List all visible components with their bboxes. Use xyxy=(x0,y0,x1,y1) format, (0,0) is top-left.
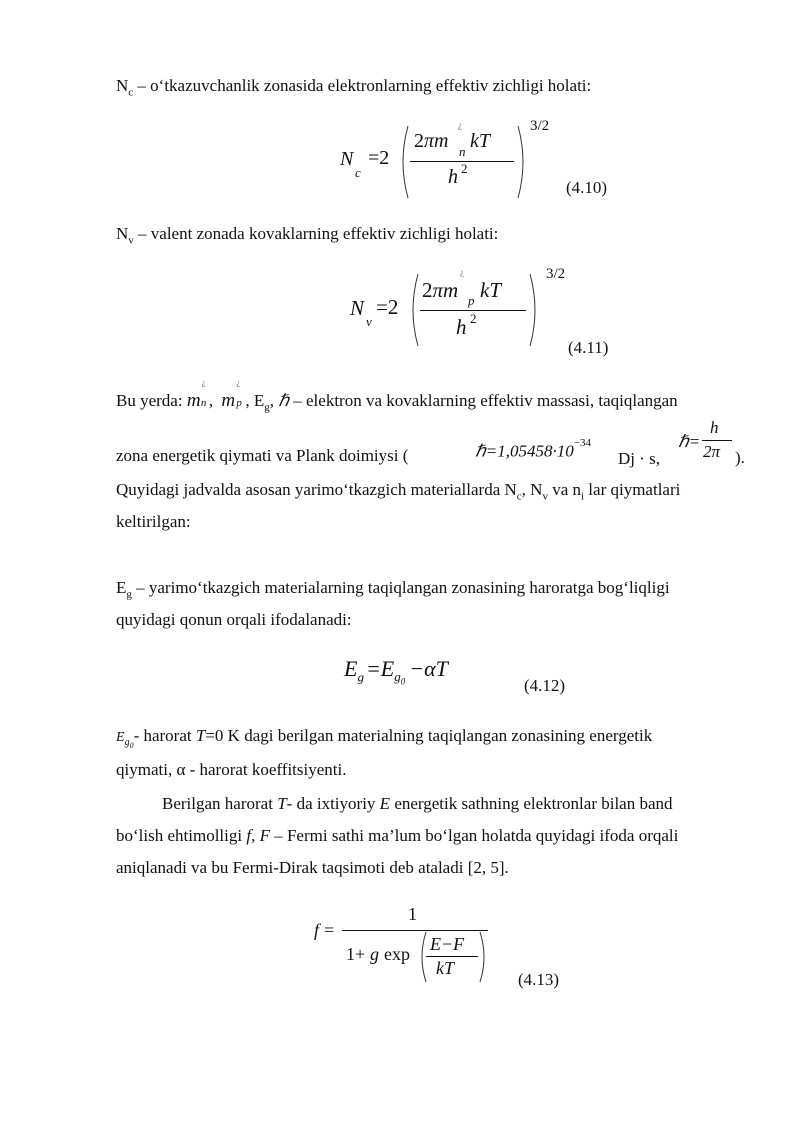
equation-number: (4.11) xyxy=(568,338,609,357)
eg-definition-end: quyidagi qonun orqali ifodalanadi: xyxy=(116,610,352,629)
equation-number: (4.13) xyxy=(518,970,560,989)
fermi-paragraph-line3: aniqlanadi va bu Fermi-Dirak taqsimoti deb ataladi [2, 5]. xyxy=(116,858,509,877)
eg-definition: $E_g$ – yarimo‘tkazgich materialarning taqiqlangan zonasining haroratga bog‘liqligi xyxy=(116,578,670,601)
nc-definition: $N_c$ – o‘tkazuvchanlik zonasida elektronlarning effektiv zichligi holati: xyxy=(116,76,592,99)
eg0-definition-end: qiymati, α - harorat koeffitsiyenti. xyxy=(116,760,347,779)
planck-unit: Dj · s, xyxy=(618,449,661,468)
symbol-definitions: Bu yerda: m ¿ n , m ¿ p , $E_g$, ℏ – elektron va kovaklarning effektiv massasi, taqiqlangan xyxy=(116,378,678,414)
table-intro: Quyidagi jadvalda asosan yarimo‘tkazgich materiallarda $N_c$, $N_v$ va $n_i$ lar qiymatlari xyxy=(116,480,681,503)
equation-number: (4.12) xyxy=(524,676,566,695)
fermi-paragraph-line2: bo‘lish ehtimolligi f, F – Fermi sathi ma’lum bo‘lgan holatda quyidagi ifoda orqali xyxy=(116,826,679,845)
planck-line: zona energetik qiymati va Plank doimiysi ( xyxy=(116,446,409,465)
planck-value: $\hbar=1,05458\cdot 10^{-34}$ xyxy=(475,437,591,461)
nv-definition: $N_v$ – valent zonada kovaklarning effektiv zichligi holati: xyxy=(116,224,499,247)
equation-number: (4.10) xyxy=(566,178,608,197)
fermi-paragraph-line1: Berilgan harorat T- da ixtiyoriy E energetik sathning elektronlar bilan band xyxy=(162,794,673,813)
table-intro-end: keltirilgan: xyxy=(116,512,191,531)
equation-4-12: $E_g=E_{g_0}-\alpha T$ xyxy=(344,656,448,687)
eg0-definition: $E_{g_0}-$ harorat T=0 K dagi berilgan materialning taqiqlangan zonasining energetik xyxy=(116,726,653,751)
